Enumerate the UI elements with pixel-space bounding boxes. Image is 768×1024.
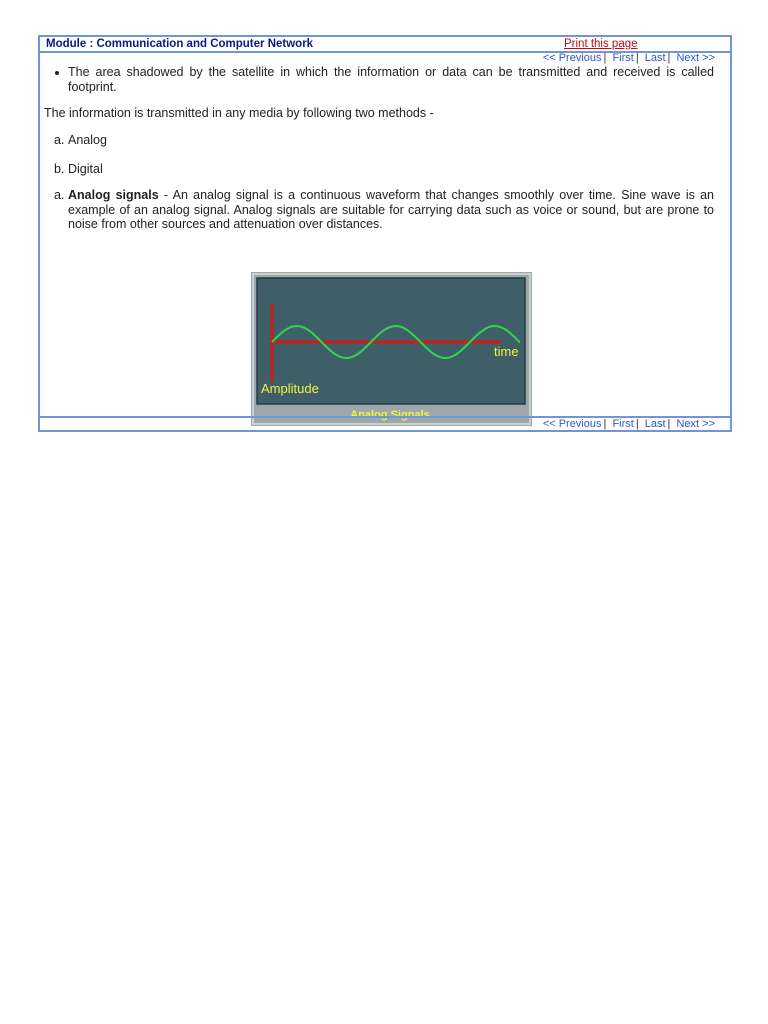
bullet-dot	[55, 71, 59, 75]
time-label: time	[494, 344, 519, 359]
nav-first-link[interactable]: First	[612, 52, 634, 64]
nav-last-link[interactable]: Last	[644, 52, 666, 64]
figure-caption: Analog Signals	[350, 409, 430, 421]
amplitude-label: Amplitude	[261, 381, 319, 396]
nav-first-link[interactable]: First	[612, 418, 634, 430]
list-marker: b.	[54, 162, 65, 176]
analog-signals-description: - An analog signal is a continuous waveform that changes smoothly over time. Sine wave is an example of an analog signal. Analog signals are suitable for carrying data such as voice or sound, but are prone to noise from other sources and attenuation over distances.	[68, 188, 714, 231]
bottom-navigation: << Previous | First | Last | Next >>	[542, 418, 715, 430]
nav-next-link[interactable]: Next >>	[676, 418, 715, 430]
list-item-label: Analog	[68, 133, 107, 147]
nav-last-link[interactable]: Last	[644, 418, 666, 430]
list-marker: a.	[54, 188, 65, 202]
nav-previous-link[interactable]: << Previous	[542, 418, 602, 430]
list-item-analog-signals	[54, 188, 714, 232]
top-navigation: << Previous | First | Last | Next >>	[542, 52, 715, 64]
list-item-analog	[54, 133, 107, 148]
list-item-digital	[54, 162, 103, 177]
term-analog-signals: Analog signals	[68, 188, 159, 202]
content-frame	[38, 35, 732, 432]
intro-paragraph: The information is transmitted in any media by following two methods -	[44, 106, 434, 120]
module-title: Module : Communication and Computer Network	[46, 38, 314, 50]
list-item-label: Digital	[68, 162, 103, 176]
nav-previous-link[interactable]: << Previous	[542, 52, 602, 64]
print-page-link[interactable]: Print this page	[564, 38, 638, 50]
bullet-item	[68, 65, 714, 94]
list-marker: a.	[54, 133, 65, 147]
bullet-text: The area shadowed by the satellite in which the information or data can be transmitted and received is called footprint.	[68, 65, 714, 94]
analog-signal-figure	[251, 272, 532, 426]
header-bar	[40, 37, 730, 53]
nav-next-link[interactable]: Next >>	[676, 52, 715, 64]
